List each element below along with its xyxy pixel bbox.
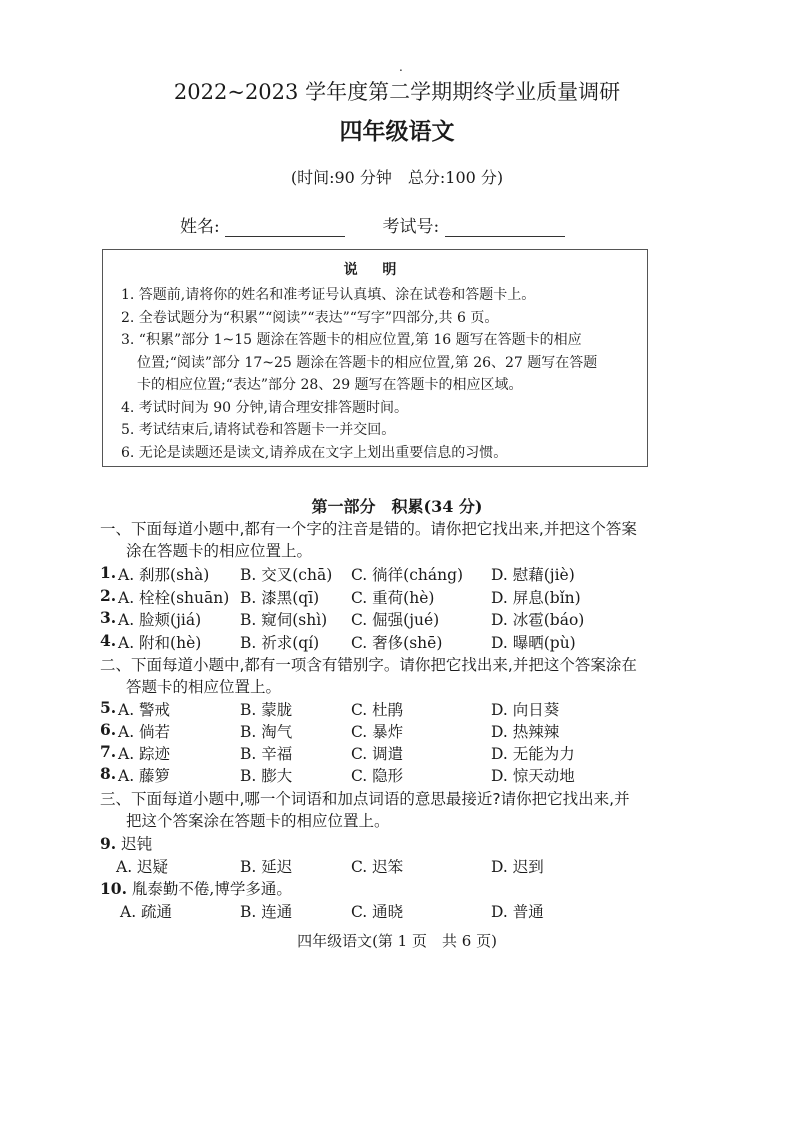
instruction-item: 5. 考试结束后,请将试卷和答题卡一并交回。 — [121, 422, 396, 438]
instructions-box — [102, 249, 648, 467]
option-c: C. 奢侈(shē) — [351, 634, 443, 652]
option-b: B. 延迟 — [240, 858, 293, 876]
option-d: D. 惊天动地 — [491, 767, 575, 785]
name-row — [180, 212, 597, 237]
instruction-item: 2. 全卷试题分为“积累”“阅读”“表达”“写字”四部分,共 6 页。 — [121, 309, 499, 326]
exam-no-label: 考试号: — [382, 217, 440, 237]
option-c: C. 重荷(hè) — [351, 589, 435, 607]
section1-line1: 一、下面每道小题中,都有一个字的注音是错的。请你把它找出来,并把这个答案 — [100, 520, 637, 538]
option-d: D. 普通 — [491, 903, 544, 921]
question-number: 10. — [100, 879, 127, 898]
exam-no-blank — [445, 218, 565, 237]
question-1 — [100, 563, 700, 585]
option-a: A. 栓栓(shuān) — [118, 589, 230, 607]
option-c: C. 暴炸 — [351, 723, 404, 741]
question-3 — [100, 608, 700, 630]
question-4 — [100, 631, 700, 653]
stem-text: 胤泰勤不倦,博学多通。 — [131, 880, 292, 898]
option-d: D. 曝晒(pù) — [491, 634, 576, 652]
question-8 — [100, 764, 700, 786]
option-a: A. 藤箩 — [118, 767, 171, 785]
question-6 — [100, 720, 700, 742]
name-label: 姓名: — [180, 217, 220, 237]
option-a: A. 迟疑 — [116, 858, 169, 876]
option-d: D. 热辣辣 — [491, 723, 560, 741]
question-number: 2. — [100, 586, 117, 605]
option-a: A. 脸颊(jiá) — [118, 611, 202, 629]
instruction-item: 位置;“阅读”部分 17~25 题涂在答题卡的相应位置,第 26、27 题写在答题 — [137, 354, 598, 371]
option-b: B. 窥伺(shì) — [240, 611, 328, 629]
option-d: D. 慰藉(jiè) — [491, 566, 575, 584]
page-footer: 四年级语文(第 1 页 共 6 页) — [297, 932, 497, 950]
instructions-title: 说 明 — [343, 262, 407, 278]
question-number: 4. — [100, 631, 117, 650]
section2-instruction — [100, 653, 637, 697]
section2-line2: 答题卡的相应位置上。 — [126, 678, 282, 696]
option-c: C. 徜徉(cháng) — [351, 566, 464, 584]
question-9-options — [100, 855, 700, 877]
name-blank — [225, 218, 345, 237]
section3-line1: 三、下面每道小题中,哪一个词语和加点词语的意思最接近?请你把它找出来,并 — [100, 790, 630, 808]
option-a: A. 疏通 — [120, 903, 173, 921]
option-b: B. 交叉(chā) — [240, 566, 333, 584]
option-a: A. 附和(hè) — [118, 634, 202, 652]
instruction-item: 4. 考试时间为 90 分钟,请合理安排答题时间。 — [121, 399, 408, 416]
time-info: (时间:90 分钟 总分:100 分) — [290, 168, 504, 187]
instruction-item: 1. 答题前,请将你的姓名和准考证号认真填、涂在试卷和答题卡上。 — [121, 287, 536, 303]
question-9-stem — [100, 832, 152, 854]
option-a: A. 刹那(shà) — [118, 566, 210, 584]
option-d: D. 向日葵 — [491, 701, 560, 719]
option-b: B. 膨大 — [240, 767, 293, 785]
option-c: C. 调遣 — [351, 745, 404, 763]
option-c: C. 杜鹃 — [351, 701, 404, 719]
question-number: 8. — [100, 764, 117, 783]
section3-line2: 把这个答案涂在答题卡的相应位置上。 — [126, 812, 390, 830]
option-c: C. 隐形 — [351, 767, 404, 785]
question-10-options — [100, 900, 700, 922]
option-d: D. 冰雹(báo) — [491, 611, 585, 629]
instruction-item: 6. 无论是读题还是读文,请养成在文字上划出重要信息的习惯。 — [121, 444, 508, 461]
subject-title: 四年级语文 — [339, 118, 455, 145]
option-b: B. 漆黑(qī) — [240, 589, 320, 607]
section1-instruction — [100, 517, 637, 561]
option-d: D. 无能为力 — [491, 745, 575, 763]
question-number: 6. — [100, 720, 117, 739]
question-number: 9. — [100, 834, 117, 853]
option-b: B. 连通 — [240, 903, 293, 921]
stem-text: 迟钝 — [121, 835, 153, 853]
exam-title: 2022~2023 学年度第二学期期终学业质量调研 — [173, 80, 621, 104]
option-a: A. 踪迹 — [118, 745, 171, 763]
question-7 — [100, 742, 700, 764]
instruction-item: 卡的相应位置;“表达”部分 28、29 题写在答题卡的相应区域。 — [137, 377, 523, 393]
part1-title: 第一部分 积累(34 分) — [311, 497, 483, 516]
section1-line2: 涂在答题卡的相应位置上。 — [126, 542, 313, 560]
question-10-stem — [100, 877, 292, 899]
option-b: B. 辛福 — [240, 745, 293, 763]
option-c: C. 通晓 — [351, 903, 404, 921]
header-dot: . — [399, 60, 403, 74]
option-b: B. 淘气 — [240, 723, 293, 741]
option-d: D. 屏息(bǐn) — [491, 589, 581, 607]
option-d: D. 迟到 — [491, 858, 544, 876]
question-number: 5. — [100, 698, 117, 717]
instruction-item: 3. “积累”部分 1~15 题涂在答题卡的相应位置,第 16 题写在答题卡的相应 — [121, 332, 582, 348]
question-5 — [100, 698, 700, 720]
section2-line1: 二、下面每道小题中,都有一项含有错别字。请你把它找出来,并把这个答案涂在 — [100, 656, 637, 674]
question-number: 7. — [100, 742, 117, 761]
option-c: C. 迟笨 — [351, 858, 404, 876]
question-number: 1. — [100, 563, 117, 582]
option-b: B. 祈求(qí) — [240, 634, 320, 652]
option-a: A. 警戒 — [118, 701, 171, 719]
option-a: A. 倘若 — [118, 723, 171, 741]
option-b: B. 蒙胧 — [240, 701, 293, 719]
question-number: 3. — [100, 608, 117, 627]
option-c: C. 倔强(jué) — [351, 611, 440, 629]
section3-instruction — [100, 787, 630, 831]
question-2 — [100, 586, 700, 608]
